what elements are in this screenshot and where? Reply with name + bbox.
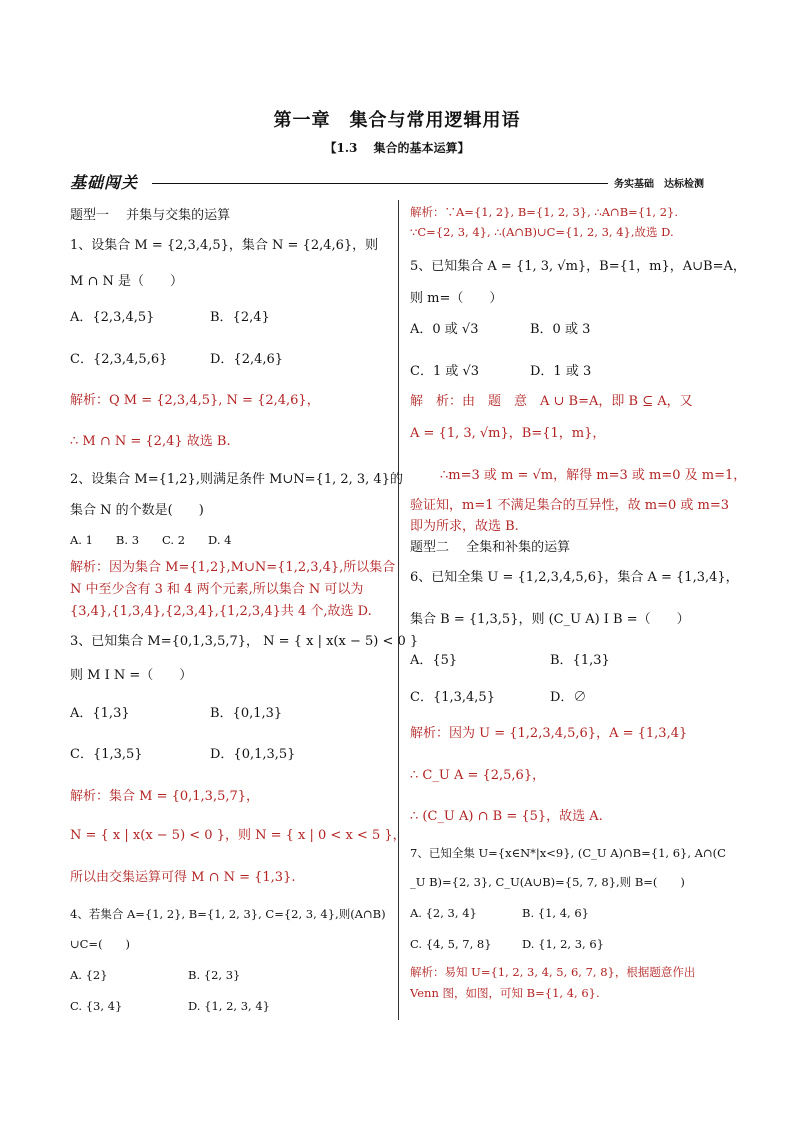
q5-option-d: D．1 或 3 <box>530 364 592 379</box>
q5-solution-line1: 解 析：由 题 意 A ∪ B=A，即 B ⊆ A，又 <box>410 394 693 409</box>
q5-stem-line2: 则 m=（ ） <box>410 291 503 306</box>
q3-solution-line1: 解析：集合 M = {0,1,3,5,7}， <box>70 789 260 804</box>
q6-option-d: D．∅ <box>550 690 587 705</box>
q3-solution-line2: N = { x | x(x − 5) < 0 }，则 N = { x | 0 < x < 5 }， <box>70 828 406 843</box>
q7-solution-line2: Venn 图，如图，可知 B={1, 4, 6}. <box>410 986 600 1000</box>
q3-option-c: C．{1,3,5} <box>70 747 143 762</box>
q6-stem-line2: 集合 B = {1,3,5}，则 (C_U A) I B =（ ） <box>410 612 690 627</box>
banner-label: 基础闯关 <box>70 173 139 192</box>
chapter-title: 第一章 集合与常用逻辑用语 <box>273 110 521 131</box>
q5-solution-line5: 即为所求，故选 B. <box>410 519 519 534</box>
q1-stem-line1: 1、设集合 M = {2,3,4,5}，集合 N = {2,4,6}，则 <box>70 238 379 253</box>
q7-option-d: D. {1, 2, 3, 6} <box>522 937 604 951</box>
q3-option-b: B．{0,1,3} <box>210 706 283 721</box>
section-title: 【1.3 集合的基本运算】 <box>324 141 470 155</box>
q7-stem-line2: _U B)={2, 3}, C_U(A∪B)={5, 7, 8},则 B=( ) <box>410 875 685 889</box>
q3-option-d: D．{0,1,3,5} <box>210 747 296 762</box>
q3-stem-line2: 则 M I N =（ ） <box>70 668 193 683</box>
q7-option-b: B. {1, 4, 6} <box>522 906 589 920</box>
q5-solution-line2: A = {1, 3, √m}，B={1，m}， <box>410 426 606 441</box>
q5-option-b: B．0 或 3 <box>530 322 591 337</box>
q2-options: A. 1 B. 3 C. 2 D. 4 <box>70 533 232 547</box>
q6-option-a: A．{5} <box>410 653 458 668</box>
column-divider <box>398 200 399 1020</box>
q1-option-b: B．{2,4} <box>210 310 270 325</box>
q4-option-c: C. {3, 4} <box>70 999 123 1013</box>
q2-stem-line1: 2、设集合 M={1,2},则满足条件 M∪N={1, 2, 3, 4}的 <box>70 472 403 487</box>
q5-option-c: C．1 或 √3 <box>410 364 480 379</box>
q5-solution-line4: 验证知，m=1 不满足集合的互异性，故 m=0 或 m=3 <box>410 498 730 513</box>
q4-option-d: D. {1, 2, 3, 4} <box>188 999 270 1013</box>
q2-solution-line3: {3,4},{1,3,4},{2,3,4},{1,2,3,4}共 4 个,故选 D. <box>70 604 372 619</box>
banner-rule <box>152 183 608 184</box>
q6-solution-line2: ∴ C_U A = {2,5,6}， <box>410 768 546 783</box>
q4-solution-line2: ∵C={2, 3, 4}, ∴(A∩B)∪C={1, 2, 3, 4},故选 D. <box>410 225 674 239</box>
q3-option-a: A．{1,3} <box>70 706 130 721</box>
q4-option-b: B. {2, 3} <box>188 968 241 982</box>
q2-solution-line1: 解析：因为集合 M={1,2},M∪N={1,2,3,4},所以集合 <box>70 560 396 575</box>
q1-option-c: C．{2,3,4,5,6} <box>70 352 168 367</box>
q7-solution-line1: 解析：易知 U={1, 2, 3, 4, 5, 6, 7, 8}，根据题意作出 <box>410 965 696 979</box>
q7-option-a: A. {2, 3, 4} <box>410 906 477 920</box>
q1-stem-line2: M ∩ N 是（ ） <box>70 274 183 289</box>
q1-solution-line1: 解析：Q M = {2,3,4,5}, N = {2,4,6}， <box>70 393 320 408</box>
q4-stem-line1: 4、若集合 A={1, 2}, B={1, 2, 3}, C={2, 3, 4},则(A∩B) <box>70 907 386 921</box>
q2-solution-line2: N 中至少含有 3 和 4 两个元素,所以集合 N 可以为 <box>70 582 364 597</box>
banner-motto: 务实基础 达标检测 <box>614 179 704 190</box>
q1-option-a: A．{2,3,4,5} <box>70 310 155 325</box>
q6-stem-line1: 6、已知全集 U = {1,2,3,4,5,6}，集合 A = {1,3,4}， <box>410 570 739 585</box>
section-type-two: 题型二 全集和补集的运算 <box>410 540 571 555</box>
q4-option-a: A. {2} <box>70 968 108 982</box>
q6-option-c: C．{1,3,4,5} <box>410 690 495 705</box>
q6-solution-line1: 解析：因为 U = {1,2,3,4,5,6}，A = {1,3,4} <box>410 726 688 741</box>
q5-solution-line3: ∴m=3 或 m = √m，解得 m=3 或 m=0 及 m=1， <box>440 468 747 483</box>
q1-option-d: D．{2,4,6} <box>210 352 284 367</box>
q6-option-b: B．{1,3} <box>550 653 610 668</box>
q5-option-a: A．0 或 √3 <box>410 322 479 337</box>
q6-solution-line3: ∴ (C_U A) ∩ B = {5}，故选 A. <box>410 809 603 824</box>
q5-stem-line1: 5、已知集合 A = {1, 3, √m}，B={1，m}，A∪B=A， <box>410 259 746 274</box>
q3-solution-line3: 所以由交集运算可得 M ∩ N = {1,3}. <box>70 870 296 885</box>
section-type-one: 题型一 并集与交集的运算 <box>70 208 231 223</box>
q1-solution-line2: ∴ M ∩ N = {2,4} 故选 B. <box>70 434 231 449</box>
q4-solution-line1: 解析：∵A={1, 2}, B={1, 2, 3}, ∴A∩B={1, 2}. <box>410 205 679 219</box>
q4-stem-line2: ∪C=( ) <box>70 937 131 951</box>
q7-stem-line1: 7、已知全集 U={x∈N*|x<9}, (C_U A)∩B={1, 6}, A∩(C <box>410 846 726 860</box>
q7-option-c: C. {4, 5, 7, 8} <box>410 937 492 951</box>
q3-stem-line1: 3、已知集合 M={0,1,3,5,7}， N = { x | x(x − 5) < 0 } <box>70 634 419 649</box>
q2-stem-line2: 集合 N 的个数是( ) <box>70 503 204 518</box>
